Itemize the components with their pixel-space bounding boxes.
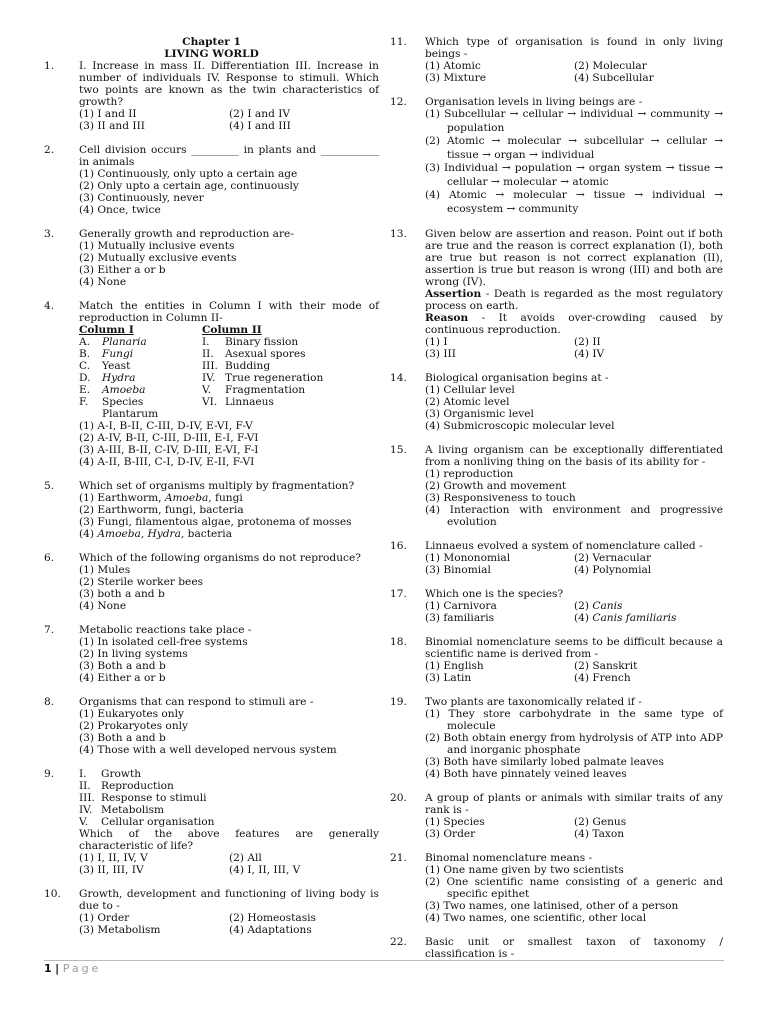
row-letter: D.	[79, 372, 91, 384]
option: (3) A-III, B-II, C-IV, D-III, E-VI, F-I	[79, 444, 259, 456]
option: (4) I and III	[229, 120, 291, 132]
question-number: 7.	[44, 624, 55, 636]
question-stem: Which type of organisation is found in only living beings -	[425, 36, 723, 60]
options	[79, 852, 379, 876]
question-stem: Which set of organisms multiply by fragmentation?	[79, 480, 355, 492]
question-22	[390, 936, 723, 960]
question-stem: Match the entities in Column I with their mode of reproduction in Column II-	[79, 300, 379, 324]
option: (2) One scientific name consisting of a generic and specific epithet	[425, 876, 723, 900]
option: (1) I and II	[79, 108, 137, 120]
option: (2) Sterile worker bees	[79, 576, 204, 588]
option: (2) Molecular	[574, 60, 647, 72]
row-entity: Hydra	[102, 372, 136, 384]
question-stem: I. Increase in mass II. Differentiation III. Increase in number of individuals IV. Response to stimuli. Which two points are known as the twin characteristics of growth?	[79, 60, 379, 108]
option: (2) Mutually exclusive events	[79, 252, 237, 264]
row-roman: II.	[202, 348, 214, 360]
question-stem: Organisms that can respond to stimuli are -	[79, 696, 314, 708]
question-number: 15.	[390, 444, 407, 456]
option: (1) Carnivora	[425, 600, 497, 612]
question-stem: A living organism can be exceptionally differentiated from a nonliving thing on the basis of its ability for -	[425, 444, 723, 468]
option: (2) I and IV	[229, 108, 291, 120]
question-4	[44, 300, 379, 468]
option: (2) A-IV, B-II, C-III, D-III, E-I, F-VI	[79, 432, 259, 444]
options	[425, 336, 723, 360]
question-number: 13.	[390, 228, 407, 240]
option: (2) Sanskrit	[574, 660, 638, 672]
option: (4) Both have pinnately veined leaves	[425, 768, 627, 780]
row-roman: III.	[202, 360, 218, 372]
question-stem: Binomial nomenclature seems to be difficult because a scientific name is derived from -	[425, 636, 723, 660]
match-table	[79, 324, 379, 420]
option: (2) II	[574, 336, 601, 348]
option: (1) Subcellular → cellular → individual → community → population	[425, 108, 723, 134]
row-mode: Budding	[225, 360, 271, 372]
question-number: 21.	[390, 852, 407, 864]
option: (3) Continuously, never	[79, 192, 204, 204]
row-mode: Asexual spores	[225, 348, 306, 360]
question-number: 8.	[44, 696, 55, 708]
question-19	[390, 696, 723, 780]
question-number: 19.	[390, 696, 407, 708]
row-letter: B.	[79, 348, 91, 360]
question-stem: Which one is the species?	[425, 588, 564, 600]
option: (3) Two names, one latinised, other of a person	[425, 900, 679, 912]
option: (3) both a and b	[79, 588, 165, 600]
option: (2) Atomic level	[425, 396, 510, 408]
options	[425, 600, 723, 624]
question-3	[44, 228, 379, 288]
question-stem: Basic unit or smallest taxon of taxonomy / classification is -	[425, 936, 723, 960]
row-entity: Fungi	[102, 348, 134, 360]
option: (1) A-I, B-II, C-III, D-IV, E-VI, F-V	[79, 420, 253, 432]
row-mode: Fragmentation	[225, 384, 306, 396]
options	[79, 912, 379, 936]
question-17	[390, 588, 723, 624]
column-header: Column II	[202, 324, 262, 336]
row-letter: F.	[79, 396, 89, 408]
option: (2) All	[229, 852, 262, 864]
option: (1) One name given by two scientists	[425, 864, 624, 876]
option: (1) Order	[79, 912, 130, 924]
question-8	[44, 696, 379, 756]
option: (4) French	[574, 672, 631, 684]
row-roman: IV.	[202, 372, 216, 384]
option: (3) Organismic level	[425, 408, 534, 420]
question-11	[390, 36, 723, 84]
question-stem: Organisation levels in living beings are -	[425, 96, 643, 108]
option: (1) Earthworm, Amoeba, fungi	[79, 492, 243, 504]
question-15	[390, 444, 723, 528]
reason: Reason - It avoids over-crowding caused by continuous reproduction.	[425, 312, 723, 336]
option: (1) I	[425, 336, 448, 348]
question-7	[44, 624, 379, 684]
option: (2) Both obtain energy from hydrolysis of ATP into ADP and inorganic phosphate	[425, 732, 723, 756]
question-13	[390, 228, 723, 360]
option: (4) Once, twice	[79, 204, 161, 216]
question-1	[44, 60, 379, 132]
row-mode: Binary fission	[225, 336, 299, 348]
option: (4) Two names, one scientific, other local	[425, 912, 647, 924]
option: (4) Amoeba, Hydra, bacteria	[79, 528, 233, 540]
row-entity: Amoeba	[102, 384, 146, 396]
option: (2) Prokaryotes only	[79, 720, 189, 732]
question-number: 3.	[44, 228, 55, 240]
footer-separator: |	[55, 962, 60, 975]
chapter-heading: Chapter 1	[182, 36, 241, 48]
option: (3) Both have similarly lobed palmate leaves	[425, 756, 664, 768]
option: (2) Genus	[574, 816, 627, 828]
question-number: 11.	[390, 36, 407, 48]
option: (3) Individual → population → organ system → tissue → cellular → molecular → atomic	[425, 162, 723, 188]
question-number: 22.	[390, 936, 407, 948]
question-stem: Cell division occurs _________ in plants and ___________ in animals	[79, 144, 379, 168]
option: (4) IV	[574, 348, 605, 360]
option: (3) Responsiveness to touch	[425, 492, 576, 504]
options	[425, 60, 723, 84]
row-mode: Linnaeus	[225, 396, 274, 408]
option: (4) Either a or b	[79, 672, 166, 684]
question-9	[44, 768, 379, 876]
row-roman: I.	[202, 336, 210, 348]
page-label: Page	[62, 962, 102, 975]
question-number: 1.	[44, 60, 55, 72]
question-number: 2.	[44, 144, 55, 156]
page-footer	[44, 960, 724, 975]
options	[425, 660, 723, 684]
question-stem: Linnaeus evolved a system of nomenclature called -	[425, 540, 703, 552]
question-stem: Two plants are taxonomically related if -	[425, 696, 642, 708]
question-stem: Which of the above features are generally characteristic of life?	[79, 828, 379, 852]
option: (4) Subcellular	[574, 72, 654, 84]
option: (3) II and III	[79, 120, 145, 132]
option: (2) Only upto a certain age, continuously	[79, 180, 299, 192]
option: (1) In isolated cell-free systems	[79, 636, 248, 648]
row-entity: Planaria	[102, 336, 147, 348]
row-entity: Species Plantarum	[102, 396, 159, 420]
option: (3) Order	[425, 828, 476, 840]
option: (1) They store carbohydrate in the same type of molecule	[425, 708, 723, 732]
option: (1) Continuously, only upto a certain age	[79, 168, 298, 180]
assertion: Assertion - Death is regarded as the most regulatory process on earth.	[425, 288, 723, 312]
option: (1) I, II, IV, V	[79, 852, 148, 864]
option: (4) Atomic → molecular → tissue → individual → ecosystem → community	[425, 189, 723, 215]
column-header: Column I	[79, 324, 134, 336]
options	[425, 816, 723, 840]
option: (1) Species	[425, 816, 485, 828]
row-letter: C.	[79, 360, 91, 372]
option: (3) Both a and b	[79, 732, 166, 744]
option: (3) Mixture	[425, 72, 486, 84]
question-stem: Which of the following organisms do not reproduce?	[79, 552, 361, 564]
option: (1) Eukaryotes only	[79, 708, 184, 720]
question-stem: Metabolic reactions take place -	[79, 624, 252, 636]
option: (3) Both a and b	[79, 660, 166, 672]
question-number: 16.	[390, 540, 407, 552]
question-number: 5.	[44, 480, 55, 492]
option: (4) Adaptations	[229, 924, 312, 936]
option: (2) Homeostasis	[229, 912, 316, 924]
chapter-title: LIVING WORLD	[164, 48, 259, 60]
option: (3) Binomial	[425, 564, 491, 576]
question-stem: Given below are assertion and reason. Point out if both are true and the reason is correct explanation (I), both are true but reason is not correct explanation (II), assertion is true but reason is wrong (III) and both are wrong (IV).	[425, 228, 723, 288]
option: (4) None	[79, 600, 127, 612]
question-18	[390, 636, 723, 684]
row-letter: E.	[79, 384, 91, 396]
option: (4) Polynomial	[574, 564, 652, 576]
question-21	[390, 852, 723, 924]
question-number: 20.	[390, 792, 407, 804]
question-stem: Biological organisation begins at -	[425, 372, 609, 384]
question-stem: Growth, development and functioning of living body is due to -	[79, 888, 379, 912]
option: (2) In living systems	[79, 648, 188, 660]
question-stem: Binomal nomenclature means -	[425, 852, 593, 864]
feature-list: I. Growth II. Reproduction III. Response to stimuli IV. Metabolism V. Cellular organisation	[79, 768, 215, 828]
right-column	[390, 36, 723, 972]
question-number: 10.	[44, 888, 61, 900]
question-2	[44, 144, 379, 216]
question-10	[44, 888, 379, 936]
question-stem: Generally growth and reproduction are-	[79, 228, 294, 240]
question-stem: A group of plants or animals with similar traits of any rank is -	[425, 792, 723, 816]
row-letter: A.	[79, 336, 91, 348]
question-number: 18.	[390, 636, 407, 648]
row-mode: True regeneration	[225, 372, 324, 384]
question-number: 4.	[44, 300, 55, 312]
question-12	[390, 96, 723, 216]
option: (4) Those with a well developed nervous system	[79, 744, 337, 756]
options	[425, 552, 723, 576]
question-5	[44, 480, 379, 540]
option: (3) Metabolism	[79, 924, 161, 936]
question-number: 12.	[390, 96, 407, 108]
row-roman: VI.	[202, 396, 218, 408]
row-roman: V.	[202, 384, 212, 396]
question-20	[390, 792, 723, 840]
option: (1) Mononomial	[425, 552, 511, 564]
option: (4) Canis familiaris	[574, 612, 677, 624]
option: (2) Growth and movement	[425, 480, 567, 492]
question-number: 6.	[44, 552, 55, 564]
option: (1) English	[425, 660, 484, 672]
question-number: 9.	[44, 768, 55, 780]
option: (1) reproduction	[425, 468, 514, 480]
option: (3) III	[425, 348, 456, 360]
question-6	[44, 552, 379, 612]
option: (4) I, II, III, V	[229, 864, 301, 876]
option: (4) Submicroscopic molecular level	[425, 420, 615, 432]
option: (2) Earthworm, fungi, bacteria	[79, 504, 244, 516]
option: (2) Canis	[574, 600, 623, 612]
option: (2) Vernacular	[574, 552, 652, 564]
option: (1) Mules	[79, 564, 131, 576]
option: (4) Interaction with environment and progressive evolution	[425, 504, 723, 528]
question-number: 17.	[390, 588, 407, 600]
option: (3) Either a or b	[79, 264, 166, 276]
left-column	[44, 36, 379, 948]
option: (3) Latin	[425, 672, 472, 684]
page-number: 1	[44, 962, 52, 975]
question-number: 14.	[390, 372, 407, 384]
option: (4) A-II, B-III, C-I, D-IV, E-II, F-VI	[79, 456, 255, 468]
option: (1) Mutually inclusive events	[79, 240, 235, 252]
option: (3) familiaris	[425, 612, 495, 624]
option: (1) Cellular level	[425, 384, 515, 396]
question-14	[390, 372, 723, 432]
option: (4) Taxon	[574, 828, 625, 840]
option: (3) II, III, IV	[79, 864, 144, 876]
option: (3) Fungi, filamentous algae, protonema of mosses	[79, 516, 352, 528]
option: (2) Atomic → molecular → subcellular → cellular → tissue → organ → individual	[425, 135, 723, 161]
option: (4) None	[79, 276, 127, 288]
question-16	[390, 540, 723, 576]
options	[79, 108, 379, 132]
row-entity: Yeast	[102, 360, 131, 372]
option: (1) Atomic	[425, 60, 481, 72]
